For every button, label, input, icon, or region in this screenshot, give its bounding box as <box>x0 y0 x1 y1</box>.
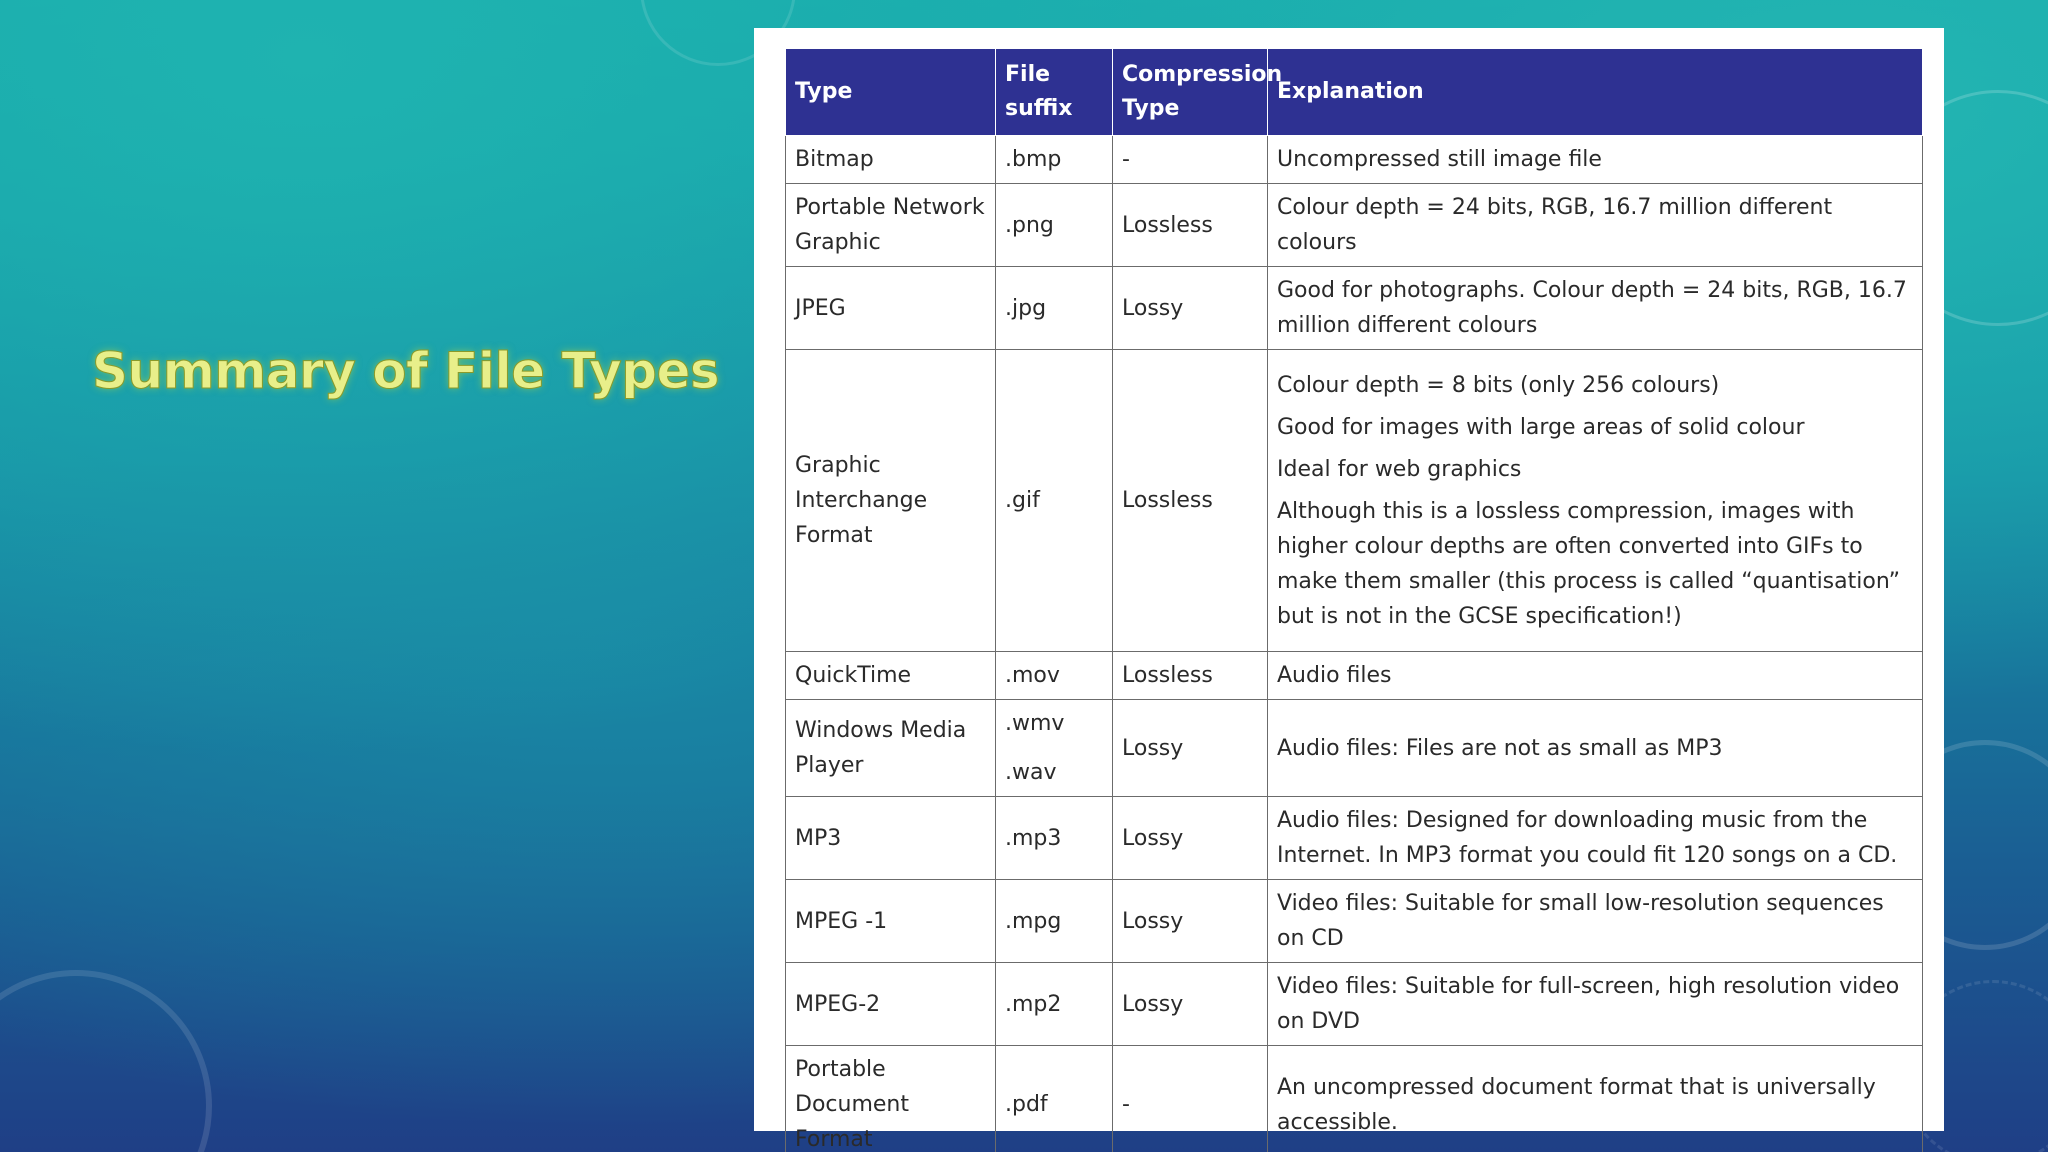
cell-explanation: Video files: Suitable for small low-resolution sequences on CD <box>1268 880 1923 963</box>
cell-compression: Lossless <box>1113 350 1268 652</box>
cell-explanation: An uncompressed document format that is universally accessible. <box>1268 1046 1923 1152</box>
table-row <box>786 797 1923 880</box>
header-compression-type: Compression Type <box>1113 49 1268 136</box>
header-file-suffix: File suffix <box>996 49 1113 136</box>
table-row <box>786 963 1923 1046</box>
cell-compression: Lossy <box>1113 797 1268 880</box>
table-row <box>786 184 1923 267</box>
cell-type: Portable Document Format <box>786 1046 996 1152</box>
cell-explanation: Uncompressed still image file <box>1268 136 1923 184</box>
table-row <box>786 880 1923 963</box>
table-row <box>786 652 1923 700</box>
table-row <box>786 267 1923 350</box>
cell-explanation: Audio files: Designed for downloading music from the Internet. In MP3 format you could fit 120 songs on a CD. <box>1268 797 1923 880</box>
cell-type: JPEG <box>786 267 996 350</box>
explanation-line: Ideal for web graphics <box>1277 456 1522 482</box>
cell-type: MP3 <box>786 797 996 880</box>
cell-type: MPEG-2 <box>786 963 996 1046</box>
file-types-table <box>785 48 1923 1152</box>
cell-compression: Lossless <box>1113 184 1268 267</box>
cell-suffix: .gif <box>996 350 1113 652</box>
cell-suffix: .mp3 <box>996 797 1113 880</box>
cell-compression: - <box>1113 136 1268 184</box>
cell-suffix: .jpg <box>996 267 1113 350</box>
explanation-line: Colour depth = 8 bits (only 256 colours) <box>1277 372 1720 398</box>
table-row <box>786 350 1923 652</box>
cell-type: MPEG -1 <box>786 880 996 963</box>
cell-explanation: Video files: Suitable for full-screen, high resolution video on DVD <box>1268 963 1923 1046</box>
explanation-line: Although this is a lossless compression, images with higher colour depths are often converted into GIFs to make them smaller (this process is called “quantisation” but is not in the GCSE specification!) <box>1277 498 1900 629</box>
cell-type: QuickTime <box>786 652 996 700</box>
table-row <box>786 1046 1923 1152</box>
header-explanation: Explanation <box>1268 49 1923 136</box>
decorative-ring <box>0 970 212 1152</box>
cell-type: Windows Media Player <box>786 700 996 797</box>
cell-type: Graphic Interchange Format <box>786 350 996 652</box>
cell-type: Bitmap <box>786 136 996 184</box>
cell-explanation: Audio files: Files are not as small as MP3 <box>1268 700 1923 797</box>
table-panel <box>754 28 1944 1152</box>
cell-compression: - <box>1113 1046 1268 1152</box>
cell-compression: Lossy <box>1113 880 1268 963</box>
cell-compression: Lossy <box>1113 963 1268 1046</box>
cell-suffix <box>996 700 1113 797</box>
explanation-line: Good for images with large areas of solid colour <box>1277 414 1805 440</box>
cell-explanation: Colour depth = 24 bits, RGB, 16.7 million different colours <box>1268 184 1923 267</box>
cell-compression: Lossy <box>1113 267 1268 350</box>
suffix-line: .wav <box>1005 760 1057 785</box>
cell-suffix: .mpg <box>996 880 1113 963</box>
header-type: Type <box>786 49 996 136</box>
table-header-row <box>786 49 1923 136</box>
table-row <box>786 136 1923 184</box>
table-row <box>786 700 1923 797</box>
cell-suffix: .mov <box>996 652 1113 700</box>
suffix-line: .wmv <box>1005 711 1065 736</box>
cell-explanation: Good for photographs. Colour depth = 24 bits, RGB, 16.7 million different colours <box>1268 267 1923 350</box>
cell-explanation <box>1268 350 1923 652</box>
cell-suffix: .png <box>996 184 1113 267</box>
cell-explanation: Audio files <box>1268 652 1923 700</box>
cell-compression: Lossless <box>1113 652 1268 700</box>
cell-suffix: .pdf <box>996 1046 1113 1152</box>
cell-suffix: .bmp <box>996 136 1113 184</box>
slide-title: Summary of File Types <box>92 342 720 400</box>
cell-type: Portable Network Graphic <box>786 184 996 267</box>
cell-suffix: .mp2 <box>996 963 1113 1046</box>
cell-compression: Lossy <box>1113 700 1268 797</box>
